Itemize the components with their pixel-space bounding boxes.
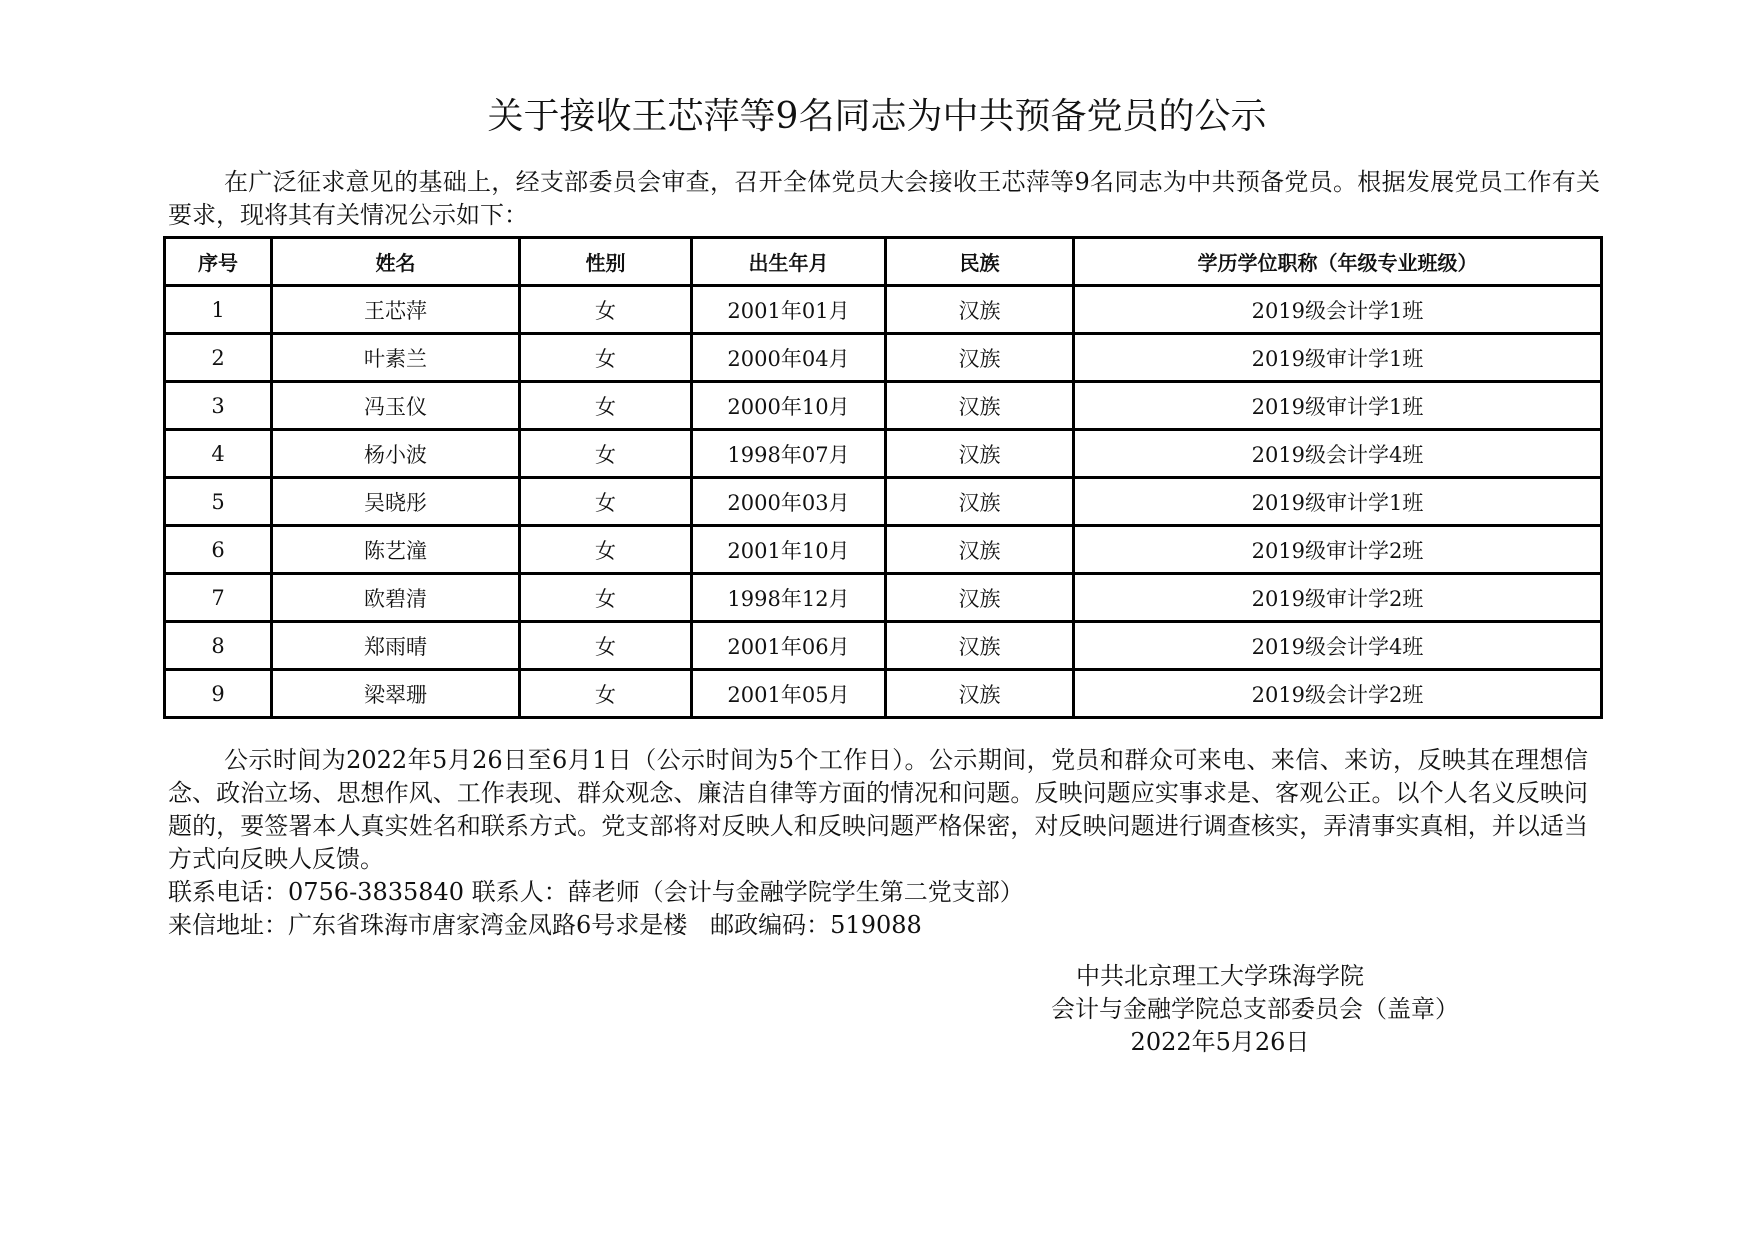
cell-class: 2019级会计学4班	[1074, 622, 1602, 670]
document-title: 关于接收王芯萍等9名同志为中共预备党员的公示	[487, 96, 1267, 137]
cell-class: 2019级会计学2班	[1074, 670, 1602, 718]
header-gender: 性别	[520, 238, 692, 286]
table-row	[165, 526, 1602, 574]
signature-organization: 中共北京理工大学珠海学院	[1076, 962, 1364, 990]
cell-ethnicity: 汉族	[886, 382, 1074, 430]
cell-no: 6	[165, 526, 272, 574]
cell-no: 5	[165, 478, 272, 526]
cell-ethnicity: 汉族	[886, 478, 1074, 526]
cell-no: 3	[165, 382, 272, 430]
table-row	[165, 622, 1602, 670]
cell-birth: 2001年06月	[692, 622, 886, 670]
cell-class: 2019级会计学4班	[1074, 430, 1602, 478]
cell-gender: 女	[520, 382, 692, 430]
cell-gender: 女	[520, 622, 692, 670]
cell-gender: 女	[520, 430, 692, 478]
cell-birth: 2000年10月	[692, 382, 886, 430]
cell-birth: 2001年10月	[692, 526, 886, 574]
cell-no: 7	[165, 574, 272, 622]
notice-paragraph: 公示时间为2022年5月26日至6月1日（公示时间为5个工作日）。公示期间，党员和群众可来电、来信、来访，反映其在理想信念、政治立场、思想作风、工作表现、群众观念、廉洁自律等方面的情况和问题。反映问题应实事求是、客观公正。以个人名义反映问题的，要签署本人真实姓名和联系方式。党支部将对反映人和反映问题严格保密，对反映问题进行调查核实，弄清事实真相，并以适当方式向反映人反馈。	[168, 746, 1588, 873]
cell-ethnicity: 汉族	[886, 334, 1074, 382]
contact-address-line: 来信地址：广东省珠海市唐家湾金凤路6号求是楼 邮政编码：519088	[168, 911, 922, 939]
cell-name: 梁翠珊	[272, 670, 520, 718]
cell-name: 郑雨晴	[272, 622, 520, 670]
cell-ethnicity: 汉族	[886, 526, 1074, 574]
cell-no: 4	[165, 430, 272, 478]
header-name: 姓名	[272, 238, 520, 286]
header-ethnicity: 民族	[886, 238, 1074, 286]
cell-gender: 女	[520, 670, 692, 718]
cell-birth: 2001年05月	[692, 670, 886, 718]
cell-no: 8	[165, 622, 272, 670]
cell-no: 9	[165, 670, 272, 718]
cell-birth: 2001年01月	[692, 286, 886, 334]
table-row	[165, 430, 1602, 478]
cell-ethnicity: 汉族	[886, 670, 1074, 718]
cell-name: 陈艺潼	[272, 526, 520, 574]
cell-name: 王芯萍	[272, 286, 520, 334]
table-row	[165, 334, 1602, 382]
cell-gender: 女	[520, 574, 692, 622]
cell-class: 2019级会计学1班	[1074, 286, 1602, 334]
cell-name: 吴晓彤	[272, 478, 520, 526]
cell-class: 2019级审计学1班	[1074, 478, 1602, 526]
table-row	[165, 286, 1602, 334]
cell-name: 叶素兰	[272, 334, 520, 382]
cell-birth: 1998年07月	[692, 430, 886, 478]
signature-date: 2022年5月26日	[1130, 1028, 1310, 1056]
cell-name: 欧碧清	[272, 574, 520, 622]
cell-no: 1	[165, 286, 272, 334]
header-no: 序号	[165, 238, 272, 286]
cell-ethnicity: 汉族	[886, 430, 1074, 478]
cell-birth: 2000年03月	[692, 478, 886, 526]
contact-phone-line: 联系电话：0756-3835840 联系人：薛老师（会计与金融学院学生第二党支部）	[168, 878, 1024, 906]
table-row	[165, 478, 1602, 526]
table-row	[165, 574, 1602, 622]
signature-committee: 会计与金融学院总支部委员会（盖章）	[1051, 995, 1459, 1023]
cell-class: 2019级审计学2班	[1074, 526, 1602, 574]
cell-gender: 女	[520, 526, 692, 574]
cell-name: 杨小波	[272, 430, 520, 478]
cell-class: 2019级审计学2班	[1074, 574, 1602, 622]
cell-gender: 女	[520, 286, 692, 334]
table-row	[165, 670, 1602, 718]
intro-paragraph: 在广泛征求意见的基础上，经支部委员会审查，召开全体党员大会接收王芯萍等9名同志为中共预备党员。根据发展党员工作有关要求，现将其有关情况公示如下：	[168, 168, 1600, 229]
header-birth: 出生年月	[692, 238, 886, 286]
cell-class: 2019级审计学1班	[1074, 334, 1602, 382]
cell-gender: 女	[520, 334, 692, 382]
table-row	[165, 382, 1602, 430]
header-class: 学历学位职称（年级专业班级）	[1074, 238, 1602, 286]
cell-name: 冯玉仪	[272, 382, 520, 430]
cell-gender: 女	[520, 478, 692, 526]
cell-ethnicity: 汉族	[886, 286, 1074, 334]
table-header-row	[165, 238, 1602, 286]
cell-birth: 2000年04月	[692, 334, 886, 382]
cell-ethnicity: 汉族	[886, 574, 1074, 622]
cell-no: 2	[165, 334, 272, 382]
cell-birth: 1998年12月	[692, 574, 886, 622]
cell-ethnicity: 汉族	[886, 622, 1074, 670]
cell-class: 2019级审计学1班	[1074, 382, 1602, 430]
candidate-table	[163, 236, 1603, 719]
